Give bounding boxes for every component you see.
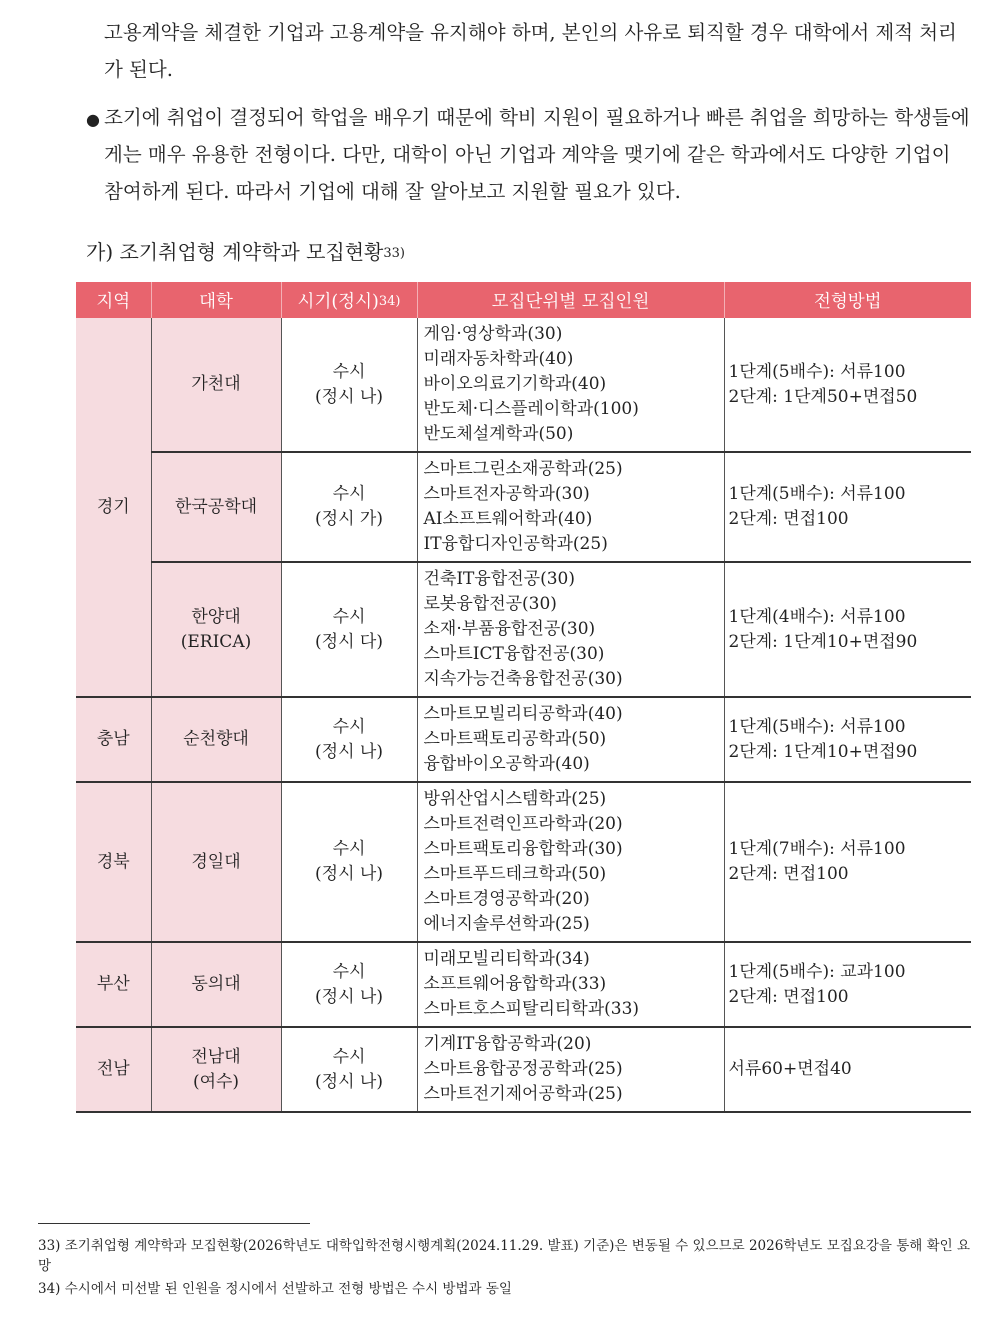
department-item: IT융합디자인공학과(25) — [423, 534, 608, 554]
method-line: 1단계(4배수): 서류100 — [728, 606, 906, 627]
period-line: (정시 나) — [315, 741, 383, 762]
department-item: 스마트팩토리공학과(50) — [423, 729, 607, 749]
department-item: 스마트경영공학과(20) — [423, 889, 590, 909]
period-cell — [281, 942, 417, 1027]
period-line: 수시 — [332, 961, 366, 982]
region-cell: 충남 — [76, 697, 151, 782]
period-cell — [281, 697, 417, 782]
period-line: 수시 — [332, 716, 366, 737]
department-item: 게임·영상학과(30) — [423, 324, 563, 344]
header-period — [281, 282, 417, 318]
period-cell — [281, 318, 417, 452]
period-line: (정시 가) — [315, 509, 383, 529]
departments-cell — [417, 452, 724, 562]
departments-cell — [417, 318, 724, 452]
method-line: 2단계: 1단계50+면접50 — [728, 386, 918, 407]
method-line: 1단계(5배수): 서류100 — [728, 361, 906, 382]
method-cell — [724, 562, 971, 697]
header-university: 대학 — [151, 282, 281, 318]
department-item: 소재·부품융합전공(30) — [423, 619, 596, 639]
departments-cell — [417, 942, 724, 1027]
department-item: 지속가능건축융합전공(30) — [423, 669, 623, 689]
period-line: (정시 나) — [315, 864, 383, 884]
section-title-text: 가) 조기취업형 계약학과 모집현황 — [86, 240, 384, 264]
method-cell — [724, 782, 971, 942]
region-cell: 경기 — [76, 318, 151, 697]
university-name: 순천향대 — [183, 729, 249, 749]
method-line: 1단계(7배수): 서류100 — [728, 839, 906, 859]
department-item: 건축IT융합전공(30) — [423, 569, 575, 589]
university-cell — [151, 782, 281, 942]
university-cell — [151, 562, 281, 697]
university-name: 전남대 — [191, 1046, 241, 1067]
university-name: 경일대 — [191, 851, 241, 872]
method-line: 1단계(5배수): 교과100 — [728, 961, 906, 982]
table-row — [76, 942, 971, 1027]
method-cell — [724, 942, 971, 1027]
department-item: AI소프트웨어학과(40) — [423, 509, 593, 529]
method-cell — [724, 697, 971, 782]
method-cell — [724, 318, 971, 452]
university-campus: (ERICA) — [180, 631, 252, 652]
departments-cell — [417, 697, 724, 782]
department-item: 스마트융합공정공학과(25) — [423, 1059, 623, 1079]
department-item: 스마트전력인프라학과(20) — [423, 814, 623, 834]
department-item: 스마트호스피탈리티학과(33) — [423, 999, 640, 1019]
header-departments: 모집단위별 모집인원 — [417, 282, 724, 318]
department-item: 반도체설계학과(50) — [423, 424, 574, 444]
table-row — [76, 318, 971, 452]
header-method: 전형방법 — [724, 282, 971, 318]
department-item: 스마트전자공학과(30) — [423, 484, 590, 504]
header-period-footnote-ref: 34) — [378, 293, 401, 309]
period-line: 수시 — [332, 361, 366, 382]
footnote-divider — [38, 1223, 310, 1224]
period-cell — [281, 562, 417, 697]
department-item: 바이오의료기기학과(40) — [423, 374, 607, 394]
department-item: 에너지솔루션학과(25) — [423, 914, 590, 934]
department-item: 융합바이오공학과(40) — [423, 754, 590, 774]
method-line: 서류60+면접40 — [728, 1059, 852, 1079]
period-line: (정시 나) — [315, 386, 383, 407]
university-cell — [151, 452, 281, 562]
university-cell — [151, 697, 281, 782]
department-item: 스마트그린소재공학과(25) — [423, 459, 623, 479]
period-cell — [281, 782, 417, 942]
departments-cell — [417, 562, 724, 697]
university-name: 한국공학대 — [174, 496, 258, 517]
departments-cell — [417, 782, 724, 942]
header-region: 지역 — [76, 282, 151, 318]
department-item: 스마트ICT융합전공(30) — [423, 644, 605, 664]
period-line: 수시 — [332, 839, 366, 859]
footnote-34: 34) 수시에서 미선발 된 인원을 정시에서 선발하고 전형 방법은 수시 방법과 동일 — [38, 1281, 512, 1297]
method-line: 2단계: 면접100 — [728, 509, 849, 529]
university-name: 가천대 — [191, 374, 241, 394]
period-line: 수시 — [332, 1046, 366, 1067]
method-cell — [724, 452, 971, 562]
header-period-text: 시기(정시) — [297, 291, 379, 312]
bullet-paragraph: 조기에 취업이 결정되어 학업을 배우기 때문에 학비 지원이 필요하거나 빠른 취업을 희망하는 학생들에게는 매우 유용한 전형이다. 다만, 대학이 아닌 기업과 계약을 맺기에 같은 학과에서도 다양한 기업이 참여하게 된다. 따라서 기업에 대해 잘 알아보고 지원할 필요가 있다. — [104, 106, 970, 203]
university-campus: (여수) — [192, 1071, 240, 1092]
table-row — [76, 1027, 971, 1112]
period-line: 수시 — [332, 606, 366, 627]
method-line: 1단계(5배수): 서류100 — [728, 716, 906, 737]
university-name: 한양대 — [191, 606, 241, 627]
university-cell — [151, 1027, 281, 1112]
recruitment-table — [76, 282, 971, 1113]
method-cell — [724, 1027, 971, 1112]
method-line: 2단계: 면접100 — [728, 986, 849, 1007]
region-cell: 부산 — [76, 942, 151, 1027]
department-item: 방위산업시스템학과(25) — [423, 789, 607, 809]
department-item: 반도체·디스플레이학과(100) — [423, 399, 639, 419]
department-item: 미래자동차학과(40) — [423, 349, 574, 369]
bullet-marker: ● — [86, 110, 100, 129]
region-cell: 전남 — [76, 1027, 151, 1112]
department-item: 스마트푸드테크학과(50) — [423, 864, 607, 884]
university-cell — [151, 942, 281, 1027]
table-row — [76, 782, 971, 942]
method-line: 2단계: 면접100 — [728, 864, 849, 884]
period-cell — [281, 452, 417, 562]
table-header-row — [76, 282, 971, 318]
period-line: (정시 나) — [315, 1071, 383, 1092]
method-line: 2단계: 1단계10+면접90 — [728, 741, 918, 762]
department-item: 스마트모빌리티공학과(40) — [423, 704, 623, 724]
table-row — [76, 562, 971, 697]
department-item: 스마트팩토리융합학과(30) — [423, 839, 623, 859]
department-item: 소프트웨어융합학과(33) — [423, 974, 607, 994]
department-item: 스마트전기제어공학과(25) — [423, 1084, 623, 1104]
section-title-footnote-ref: 33) — [383, 246, 405, 261]
intro-paragraph: 고용계약을 체결한 기업과 고용계약을 유지해야 하며, 본인의 사유로 퇴직할 경우 대학에서 제적 처리가 된다. — [104, 21, 957, 81]
table-row — [76, 452, 971, 562]
department-item: 기계IT융합공학과(20) — [423, 1034, 592, 1054]
section-title — [86, 236, 405, 270]
department-item: 로봇융합전공(30) — [423, 594, 557, 614]
method-line: 2단계: 1단계10+면접90 — [728, 631, 918, 652]
university-name: 동의대 — [191, 974, 241, 994]
period-cell — [281, 1027, 417, 1112]
departments-cell — [417, 1027, 724, 1112]
period-line: 수시 — [332, 484, 366, 504]
university-cell — [151, 318, 281, 452]
period-line: (정시 나) — [315, 986, 383, 1007]
table-row — [76, 697, 971, 782]
department-item: 미래모빌리티학과(34) — [423, 949, 590, 969]
footnote-33: 33) 조기취업형 계약학과 모집현황(2026학년도 대학입학전형시행계획(2024.11.29. 발표) 기준)은 변동될 수 있으므로 2026학년도 모집요강을 통해 확인 요망 — [38, 1238, 971, 1274]
method-line: 1단계(5배수): 서류100 — [728, 484, 906, 504]
region-cell: 경북 — [76, 782, 151, 942]
period-line: (정시 다) — [315, 631, 383, 652]
